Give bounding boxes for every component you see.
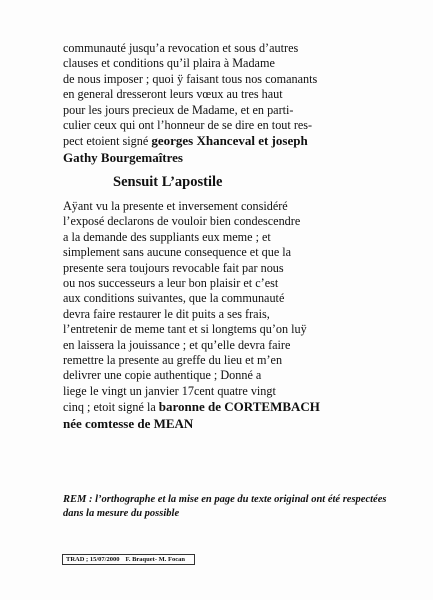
- signatories-names: georges Xhanceval et joseph: [151, 133, 308, 149]
- text-line: en laissera la jouissance ; et qu’elle devra faire: [63, 337, 291, 352]
- text-line: culier ceux qui ont l’honneur de se dire en tout res-: [63, 118, 313, 133]
- text-line: liege le vingt un janvier 17cent quatre vingt: [63, 383, 276, 398]
- paragraph-petition-end: [63, 41, 383, 165]
- text-fragment: pect etoient signé: [63, 134, 149, 149]
- text-line: a la demande des suppliants eux meme ; et: [63, 229, 271, 244]
- text-line-with-signature: [63, 399, 383, 415]
- note-line: REM : l’orthographe et la mise en page du texte original ont été respectées: [63, 494, 387, 505]
- text-line: simplement sans aucune consequence et que la: [63, 245, 292, 260]
- signature-title: née comtesse de MEAN: [63, 415, 194, 431]
- paragraph-apostille: [63, 199, 383, 431]
- signature-name: baronne de CORTEMBACH: [158, 399, 320, 415]
- translator-names: F. Braquet- M. Focan: [125, 556, 185, 563]
- text-line: delivrer une copie authentique ; Donné a: [63, 368, 262, 383]
- text-line: ou nos successeurs a leur bon plaisir et c’est: [63, 276, 279, 291]
- editorial-note: [63, 493, 403, 520]
- text-line: aux conditions suivantes, que la communauté: [63, 291, 285, 306]
- text-line: de nous imposer ; quoi ÿ faisant tous nos comanants: [63, 71, 318, 86]
- text-line: en general dresseront leurs vœux au tres haut: [63, 87, 283, 102]
- text-line-with-signatories: [63, 133, 383, 149]
- text-fragment: cinq ; etoit signé la: [63, 400, 156, 415]
- text-line: remettre la presente au greffe du lieu et m’en: [63, 353, 283, 368]
- translation-date: TRAD ; 15/07/2000: [66, 556, 120, 563]
- text-line: pour les jours precieux de Madame, et en parti-: [63, 102, 294, 117]
- text-line: clauses et conditions qu’il plaira à Madame: [63, 56, 275, 71]
- text-line: l’exposé declarons de vouloir bien condescendre: [63, 214, 301, 229]
- text-line: l’entretenir de meme tant et si longtems qu’on luÿ: [63, 322, 307, 337]
- text-line: communauté jusqu’a revocation et sous d’autres: [63, 41, 299, 55]
- translation-stamp: [62, 554, 195, 565]
- section-heading: Sensuit L’apostile: [113, 174, 223, 190]
- text-line: devra faire restaurer le dit puits a ses frais,: [63, 306, 270, 321]
- note-line: dans la mesure du possible: [63, 507, 180, 519]
- text-line: presente sera toujours revocable fait par nous: [63, 260, 284, 275]
- text-line: Aÿant vu la presente et inversement considéré: [63, 199, 288, 213]
- signatories-title: Gathy Bourgemaîtres: [63, 149, 183, 165]
